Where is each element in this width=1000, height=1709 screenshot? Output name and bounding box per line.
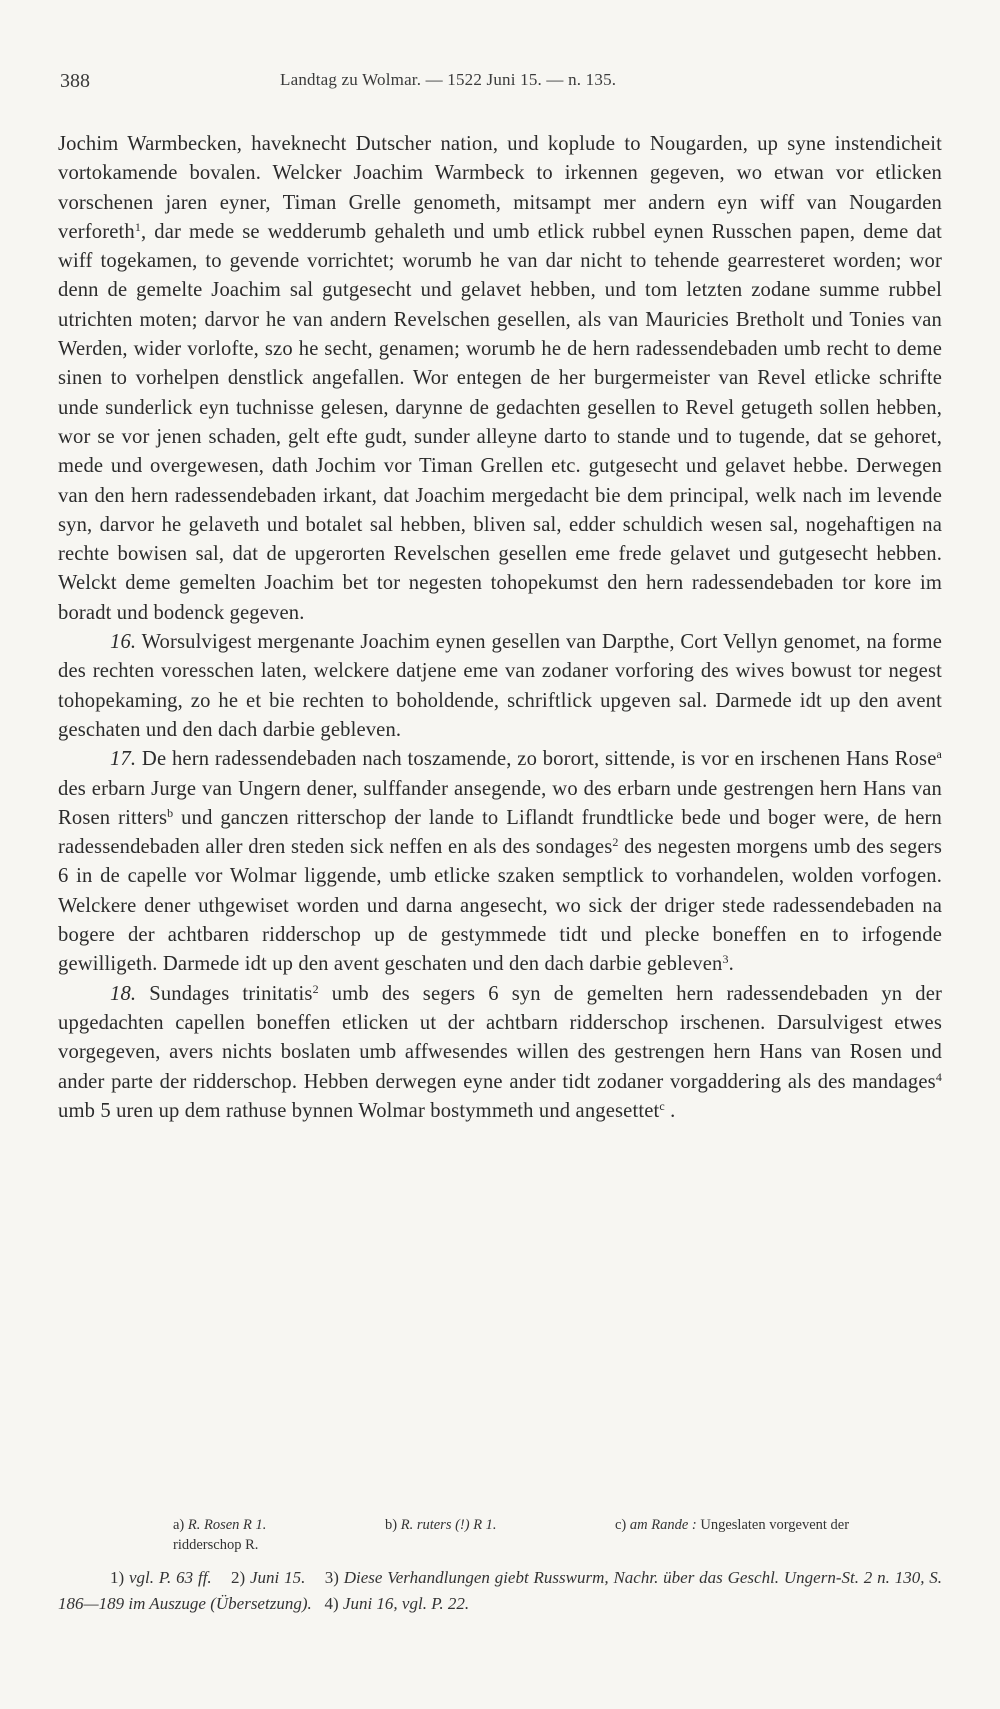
running-title: Landtag zu Wolmar. — 1522 Juni 15. — n. 135. <box>280 70 617 89</box>
section-17: 17. De hern radessendebaden nach toszamende, zo borort, sittende, is vor en irschenen Hans Rose$^a$ des erbarn Jurge van Ungern dener, sulffander ansegende, wo des erbarn unde gestrengen hern Hans van Rosen ritters$^b$ und ganczen ritterschop der lande to Liflandt frundtlicke bede und boger were, de hern radessendebaden aller dren steden sick neffen en als des sondages$^2$ des negesten morgens umb des segers 6 in de capelle vor Wolmar liggende, umb etlicke szaken semptlick to vorhandelen, wolden vorfogen. Welckere dener uthgewiset worden und darna angesecht, wo sick der driger stede radessendebaden na bogere der achtbaren ridderschop up de gestymmede tidt und plecke boneffen en to irfogende gewilligeth. Darmede idt up den avent geschaten und den dach darbie gebleven$^3$. <box>58 747 942 976</box>
section-number-18: 18. <box>110 982 137 1005</box>
footnote-ref-3: 3 <box>722 952 729 967</box>
footnotes-paragraph <box>58 1565 942 1617</box>
footnote-3-text: Diese Verhandlungen giebt Russwurm, Nachr. über das Geschl. Ungern-St. 2 n. 130, S. 186—189 im Auszuge (Übersetzung). <box>58 1568 943 1613</box>
critical-note-b: b) R. ruters (!) R 1. <box>385 1517 497 1533</box>
footnote-3-label: 3) <box>324 1568 339 1587</box>
critical-note-a: a) R. Rosen R 1. <box>173 1517 267 1533</box>
section-18: 18. Sundages trinitatis$^2$ umb des segers 6 syn de gemelten hern radessendebaden yn der upgedachten capellen boneffen etlicken ut der achtbarn ridderschop irschenen. Darsulvigest etwes vorgegeven, avers nichts boslaten umb affwesendes willen des gestrengen hern Hans van Rosen und ander parte der ridderschop. Hebben derwegen eyne ander tidt zodaner vorgaddering als des mandages$^4$ umb 5 uren up dem rathuse bynnen Wolmar bostymmeth und angesettet$^c$ . <box>58 981 942 1122</box>
footnote-ref-2: 2 <box>612 835 619 850</box>
footnote-ref-1: 1 <box>134 219 141 234</box>
critical-note-c: c) am Rande : Ungeslaten vorgevent der <box>615 1517 850 1533</box>
footnote-2-label: 2) <box>231 1568 246 1587</box>
main-text <box>58 130 942 1126</box>
section-16: 16. Worsulvigest mergenante Joachim eynen gesellen van Darpthe, Cort Vellyn genomet, na forme des rechten voresschen laten, welckere datjene eme van zodaner vorforing des wives bowust tor negest tohopekaming, zo he et bie rechten to boholdende, schriftlick upgeven sal. Darmede idt up den avent geschaten und den dach darbie gebleven. <box>58 631 942 741</box>
footnote-1-label: 1) <box>110 1568 125 1587</box>
footnote-4-text: Juni 16, vgl. P. 22. <box>342 1594 470 1613</box>
historical-footnotes <box>58 1565 942 1617</box>
note-ref-c: c <box>659 1098 665 1113</box>
footnote-ref-2b: 2 <box>312 981 319 996</box>
footnote-ref-4: 4 <box>935 1069 942 1084</box>
critical-note-c-continuation: ridderschop R. <box>173 1537 259 1553</box>
note-ref-b: b <box>167 805 174 820</box>
footnote-2-text: Juni 15. <box>250 1568 306 1587</box>
paragraph-continuation: Jochim Warmbecken, haveknecht Dutscher nation, und koplude to Nougarden, up syne instendicheit vortokamende bovalen. Welcker Joachim Warmbeck to irkennen gegeven, wo etwan vor etlicken vorschenen jaren eyner, Timan Grelle genometh, mitsampt mer andern eyn wiff van Nougarden verforeth$^1$, dar mede se wedderumb gehaleth und umb etlick rubbel eynen Russchen papen, deme dat wiff togekamen, to gevende vorrichtet; worumb he van dar nicht to tehende gearresteret worden; wor denn de gemelte Joachim sal gutgesecht und gelavet hebben, und tom letzten zodane summe rubbel utrichten moten; darvor he van andern Revelschen gesellen, als van Mauricies Bretholt und Tonies van Werden, wider vorlofte, szo he secht, genamen; worumb he de hern radessendebaden umb recht to deme sinen to vorhelpen denstlick angefallen. Wor entegen de her burgermeister van Revel etlicke schrifte unde sunderlick eyn tuchnisse gelesen, darynne de gedachten gesellen to Revel getugeth sollen hebben, wor se vor jenen schaden, gelt efte gudt, sunder alleyne darto to stande und to tugende, dat se gehoret, mede und overgewesen, dath Jochim vor Timan Grellen etc. gutgesecht und gelavet hebbe. Derwegen van den hern radessendebaden irkant, dat Joachim mergedacht bie dem principal, welk nach im levende syn, darvor he gelaveth und botalet sal hebben, bliven sal, edder schuldich wesen sal, nogehaftigen na rechte bowisen sal, dat de upgerorten Revelschen gesellen eme frede gelavet und gutgesecht hebben. Welckt deme gemelten Joachim bet tor negesten tohopekumst den hern radessendebaden tor kore im boradt und bodenck gegeven. <box>58 133 942 624</box>
page-number: 388 <box>60 70 90 92</box>
section-number-17: 17. <box>110 748 137 771</box>
note-ref-a: a <box>936 747 942 762</box>
footnote-1-text: vgl. P. 63 ff. <box>129 1568 212 1587</box>
footnote-4-label: 4) <box>324 1594 339 1613</box>
section-number-16: 16. <box>110 631 137 654</box>
